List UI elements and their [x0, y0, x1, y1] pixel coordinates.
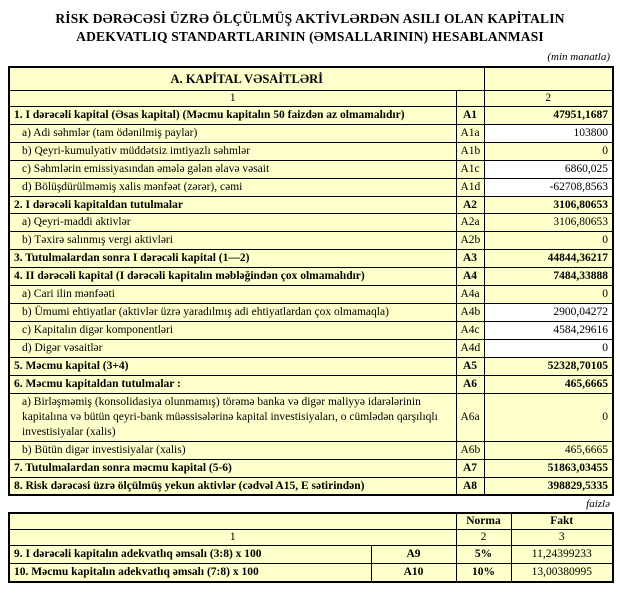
capital-colnum-2: 2 — [484, 90, 613, 106]
table-row — [9, 178, 613, 196]
ratio-colnum-2: 2 — [456, 530, 511, 546]
row-label: 1. I dərəcəli kapital (Əsas kapital) (Məcmu kapitalın 50 faizdən az olmamalıdır) — [9, 106, 456, 124]
row-label: c) Səhmlərin emissiyasından əmələ gələn əlavə vəsait — [9, 160, 456, 178]
capital-colnum-empty — [456, 90, 484, 106]
row-value: 465,6665 — [484, 375, 613, 393]
row-code: A8 — [456, 477, 484, 495]
row-code: A2a — [456, 214, 484, 232]
ratio-fakt: 11,24399233 — [511, 546, 613, 564]
row-value: 3106,80653 — [484, 196, 613, 214]
capital-colnum-1: 1 — [9, 90, 456, 106]
table-row — [9, 393, 613, 441]
row-code: A4b — [456, 304, 484, 322]
ratio-colnum-1: 1 — [9, 530, 456, 546]
unit-note-bottom: faizlə — [586, 498, 610, 511]
row-value: 7484,33888 — [484, 268, 613, 286]
row-value: 0 — [484, 286, 613, 304]
row-value: 6860,025 — [484, 160, 613, 178]
ratio-colnum-3: 3 — [511, 530, 613, 546]
row-value: 2900,04272 — [484, 304, 613, 322]
row-value: 0 — [484, 393, 613, 441]
ratio-row — [9, 546, 613, 564]
table-row — [9, 160, 613, 178]
table-row — [9, 304, 613, 322]
row-code: A5 — [456, 357, 484, 375]
row-value: 465,6665 — [484, 441, 613, 459]
capital-table-section-header: A. KAPİTAL VƏSAİTLƏRİ — [9, 67, 484, 91]
ratio-code: A9 — [371, 546, 456, 564]
capital-table-colnum-row — [9, 90, 613, 106]
table-row — [9, 214, 613, 232]
capital-table-section-empty-cell — [484, 67, 613, 91]
row-value: 0 — [484, 142, 613, 160]
table-row — [9, 286, 613, 304]
capital-table-body — [9, 106, 613, 495]
row-value: 47951,1687 — [484, 106, 613, 124]
row-label: b) Təxirə salınmış vergi aktivləri — [9, 232, 456, 250]
row-label: a) Birləşməmiş (konsolidasiya olunmamış) törəmə banka və digər maliyyə idarələrinin kapitalına və bütün qeyri-bank müəssisələrinə kapital investisiyaları, o cümlədən qarşılıqlı investisiyalar (xalis) — [9, 393, 456, 441]
table-row — [9, 322, 613, 340]
row-value: 398829,5335 — [484, 477, 613, 495]
row-value: 51863,03455 — [484, 459, 613, 477]
page-title-line2: ADEKVATLIQ STANDARTLARININ (ƏMSALLARININ) HESABLANMASI — [76, 28, 544, 44]
ratio-table-body — [9, 546, 613, 582]
row-code: A4d — [456, 340, 484, 358]
row-value: 103800 — [484, 124, 613, 142]
row-code: A4c — [456, 322, 484, 340]
row-label: b) Bütün digər investisiyalar (xalis) — [9, 441, 456, 459]
row-label: 8. Risk dərəcəsi üzrə ölçülmüş yekun aktivlər (cədvəl A15, E sətirindən) — [9, 477, 456, 495]
row-value: 0 — [484, 340, 613, 358]
ratio-label: 10. Məcmu kapitalın adekvatlıq əmsalı (7:8) x 100 — [9, 564, 371, 582]
ratio-table-header-row — [9, 513, 613, 529]
row-label: a) Qeyri-maddi aktivlər — [9, 214, 456, 232]
ratio-code: A10 — [371, 564, 456, 582]
table-row — [9, 250, 613, 268]
row-value: 4584,29616 — [484, 322, 613, 340]
ratio-row — [9, 564, 613, 582]
row-label: b) Ümumi ehtiyatlar (aktivlər üzrə yaradılmış adi ehtiyatlardan çox olmamaqla) — [9, 304, 456, 322]
page-title — [8, 10, 612, 46]
row-label: b) Qeyri-kumulyativ müddətsiz imtiyazlı səhmlər — [9, 142, 456, 160]
row-code: A6b — [456, 441, 484, 459]
row-label: d) Bölüşdürülməmiş xalis mənfəət (zərər), cəmi — [9, 178, 456, 196]
row-label: 2. I dərəcəli kapitaldan tutulmalar — [9, 196, 456, 214]
page-title-line1: RİSK DƏRƏCƏSİ ÜZRƏ ÖLÇÜLMÜŞ AKTİVLƏRDƏN ASILI OLAN KAPİTALIN — [55, 11, 565, 26]
row-code: A4a — [456, 286, 484, 304]
row-code: A2 — [456, 196, 484, 214]
table-row — [9, 441, 613, 459]
ratio-fakt: 13,00380995 — [511, 564, 613, 582]
table-row — [9, 232, 613, 250]
row-code: A1 — [456, 106, 484, 124]
table-row — [9, 142, 613, 160]
row-value: 44844,36217 — [484, 250, 613, 268]
row-code: A2b — [456, 232, 484, 250]
row-value: -62708,8563 — [484, 178, 613, 196]
ratio-table-colnum-row — [9, 530, 613, 546]
ratio-norma: 5% — [456, 546, 511, 564]
capital-table-section-row — [9, 67, 613, 91]
table-row — [9, 268, 613, 286]
row-code: A7 — [456, 459, 484, 477]
row-code: A6a — [456, 393, 484, 441]
row-label: 5. Məcmu kapital (3+4) — [9, 357, 456, 375]
table-row — [9, 106, 613, 124]
row-label: 7. Tutulmalardan sonra məcmu kapital (5-6) — [9, 459, 456, 477]
row-code: A3 — [456, 250, 484, 268]
row-value: 0 — [484, 232, 613, 250]
table-row — [9, 459, 613, 477]
unit-note-top: (min manatla) — [547, 50, 610, 63]
table-row — [9, 375, 613, 393]
row-label: d) Digər vəsaitlər — [9, 340, 456, 358]
row-label: 6. Məcmu kapitaldan tutulmalar : — [9, 375, 456, 393]
capital-table — [8, 66, 614, 497]
table-row — [9, 196, 613, 214]
row-label: a) Adi səhmlər (tam ödənilmiş paylar) — [9, 124, 456, 142]
table-row — [9, 340, 613, 358]
row-label: a) Cari ilin mənfəəti — [9, 286, 456, 304]
table-row — [9, 357, 613, 375]
row-label: c) Kapitalın digər komponentləri — [9, 322, 456, 340]
ratio-table — [8, 512, 614, 583]
row-code: A4 — [456, 268, 484, 286]
table-row — [9, 477, 613, 495]
row-code: A6 — [456, 375, 484, 393]
row-label: 4. II dərəcəli kapital (I dərəcəli kapitalın məbləğindən çox olmamalıdır) — [9, 268, 456, 286]
row-code: A1d — [456, 178, 484, 196]
row-value: 3106,80653 — [484, 214, 613, 232]
ratio-header-norma: Norma — [456, 513, 511, 529]
row-code: A1c — [456, 160, 484, 178]
table-row — [9, 124, 613, 142]
row-code: A1a — [456, 124, 484, 142]
ratio-norma: 10% — [456, 564, 511, 582]
ratio-header-fakt: Fakt — [511, 513, 613, 529]
row-code: A1b — [456, 142, 484, 160]
ratio-header-empty-cell — [9, 513, 456, 529]
row-value: 52328,70105 — [484, 357, 613, 375]
ratio-label: 9. I dərəcəli kapitalın adekvatlıq əmsalı (3:8) x 100 — [9, 546, 371, 564]
row-label: 3. Tutulmalardan sonra I dərəcəli kapital (1—2) — [9, 250, 456, 268]
